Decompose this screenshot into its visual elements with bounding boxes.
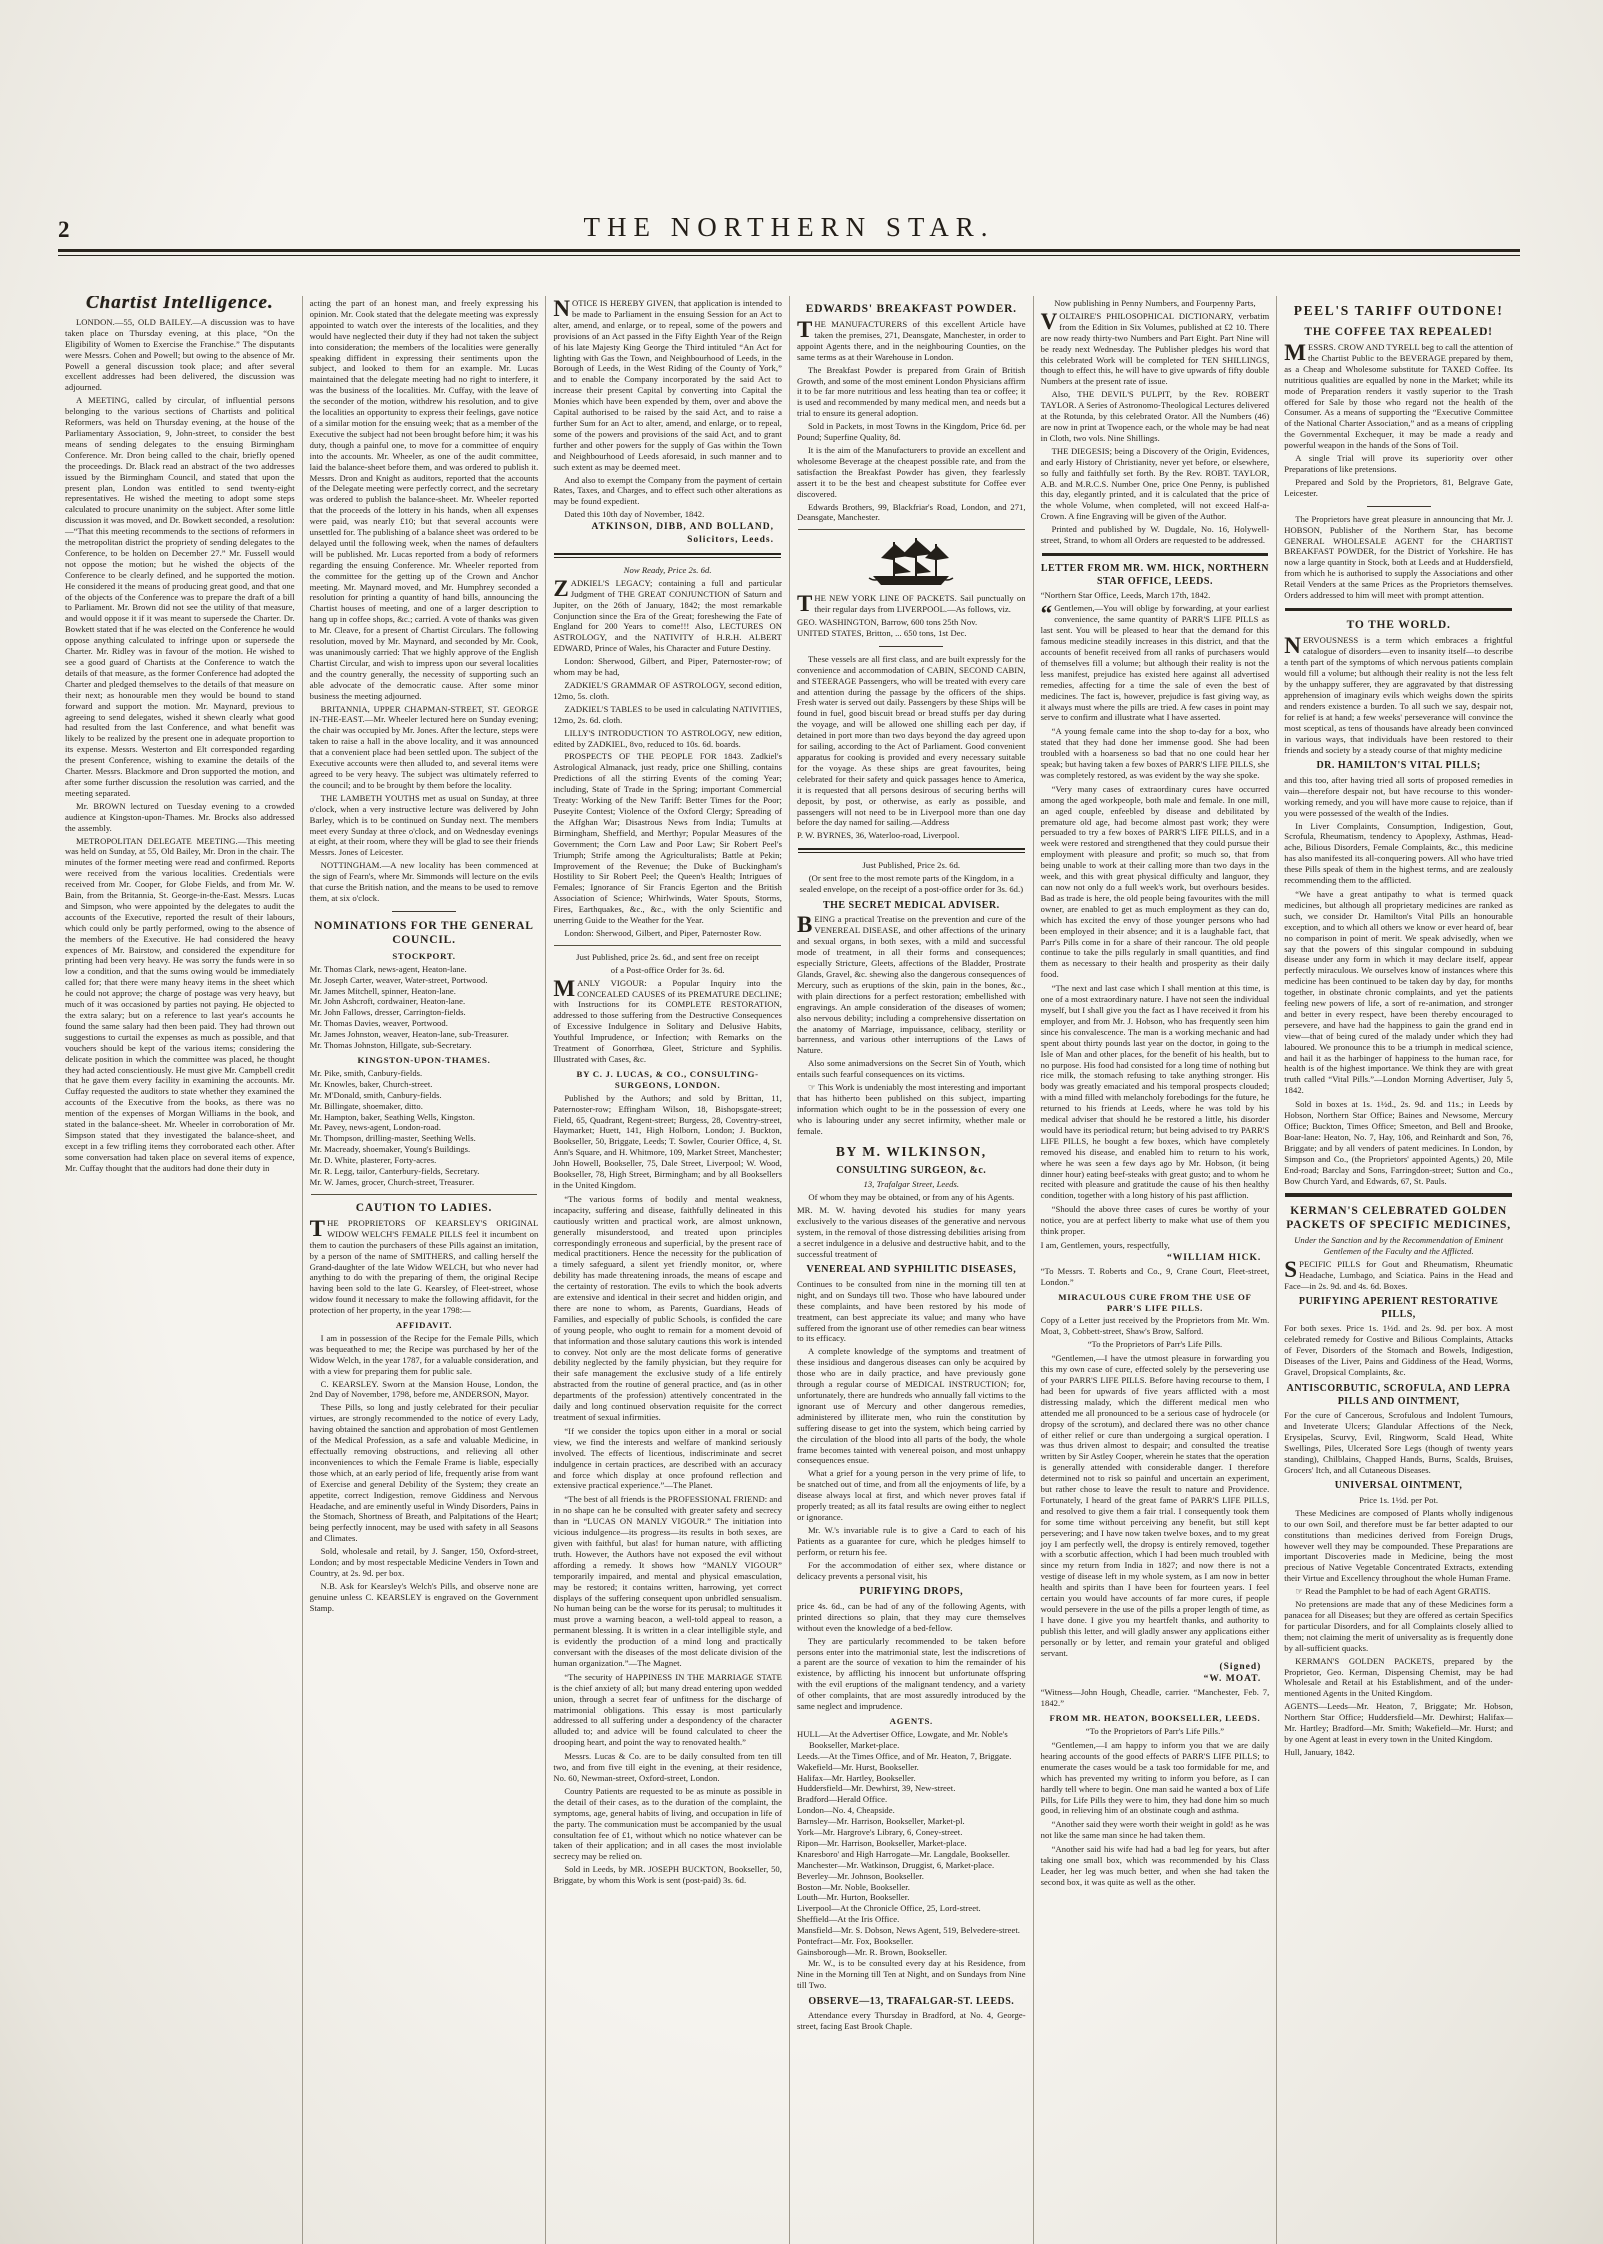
ad-paragraph: Of whom they may be obtained, or from any of his Agents.	[808, 1192, 1015, 1202]
ad-paragraph: It is the aim of the Manufacturers to provide an excellent and wholesome Beverage at the cheapest possible rate, and from the satisfaction the Breakfast Powder has given, they fearlessly assert it to be the best and cheapest substitute for Coffee ever discovered.	[796, 444, 1026, 499]
ad-paragraph: and this too, after having tried all sorts of proposed remedies in vain—therefore despair not, but have recourse to this wonder-working remedy, and you will have more cause to rejoice, than if you were possessed of the wealth of the Indies.	[1284, 774, 1513, 818]
drop-cap: V	[1040, 308, 1058, 334]
ad-paragraph: Messrs. Lucas & Co. are to be daily consulted from ten till two, and from five till eight in the evening, at their residence, No. 60, Newman-street, Oxford-street, London.	[553, 1751, 782, 1783]
ad-headline: UNIVERSAL OINTMENT,	[1334, 1480, 1463, 1492]
ad-paragraph: ZADKIEL'S LEGACY; containing a full and particular Judgment of THE GREAT CONJUNCTION of Saturn and Jupiter, on the 26th of January, 1842; the most remarkable Conjunction since the Era of the Great; foreshewing the Fate of England for 200 Years to come!!! Also, LECTURES ON ASTROLOGY, and the NATIVITY of H.R.H. ALBERT EDWARD, Prince of Wales, his Character and Future Destiny.	[553, 575, 782, 654]
ad-paragraph: Edwards Brothers, 99, Blackfriar's Road, London, and 271, Deansgate, Manchester.	[796, 501, 1026, 523]
ad-paragraph: Country Patients are requested to be as minute as possible in the detail of their cases, as to the duration of the complaint, the symptoms, age, general habits of living, and occupation in life of the party. The communication must be accompanied by the usual consultation fee of £1, without which no notice whatever can be taken of their application; and in all cases the most inviolable secrecy may be relied on.	[553, 1785, 782, 1862]
ad-address: 13, Trafalgar Street, Leeds.	[863, 1179, 960, 1190]
article-paragraph: BRITANNIA, UPPER CHAPMAN-STREET, ST. GEORGE IN-THE-EAST.—Mr. Wheeler lectured here on Sunday evening; the chair was occupied by Mr. Jones. After the lecture, steps were taken to raise a hall in the above locality, and it was announced that a convenient place had been settled upon. The subject of the Executive accounts were then alluded to, and several items were agreed to be very heavy. The subject was ultimately referred to the council; and to be brought by them before the locality.	[309, 703, 539, 790]
packet-listing: GEO. WASHINGTON, Barrow, 600 tons 25th Nov.	[796, 617, 978, 628]
review-quote: “We have a great antipathy to what is termed quack medicines, but although all proprietary medicines are ranked as such, we consider Dr. Hamilton's Vital Pills an honourable exception, and to which all others we know or ever heard of, bear no comparison in point of merit. We speak advisedly, when we say that the powers of this singular compound in subduing disease under any form in which it may declare itself, appear perfectly miraculous. We ourselves know of instances where this medicine has been continued to be taken day by day, for months together, in obstinate chronic complaints, and yet the patients feeling new powers of life, a sort of re-animation, and stronger and better in every respect, have been thereby encouraged to persevere, and have had the happiness to gain the grand end in view—that of being cured of the malady under which they had laboured. We pronounce this to be a triumph in medical science, and hail it as the harbinger of happiness to the human race, for health is of the highest importance. We think they are with great truth called “Vital Pills.”—London Morning Advertiser, July 5, 1842.	[1284, 888, 1513, 1096]
ad-headline: THE COFFEE TAX REPEALED!	[1304, 326, 1493, 338]
ad-subhead: MIRACULOUS CURE FROM THE USE OF PARR'S LIFE PILLS.	[1058, 1291, 1252, 1313]
ad-paragraph: Mr. W., is to be consulted every day at his Residence, from Nine in the Morning till Ten at Night, and on Sundays from Nine till Two.	[796, 1957, 1026, 1990]
ad-lede: (Or sent free to the most remote parts of the Kingdom, in a sealed envelope, on the receipt of a post-office order for 3s. 6d.)	[799, 873, 1024, 895]
masthead-rule	[58, 249, 1520, 256]
ad-paragraph: The Breakfast Powder is prepared from Grain of British Growth, and some of the most eminent London Physicians affirm it to be far more nutritious and less heating than tea or coffee; it is used and recommended by many medical men, and needs but a trial to ensure its general adoption.	[796, 364, 1026, 419]
list-item: Mr. John Fallows, dresser, Carrington-fields.	[309, 1007, 466, 1018]
ad-paragraph: MANLY VIGOUR: a Popular Inquiry into the CONCEALED CAUSES of its PREMATURE DECLINE; with Instructions for its COMPLETE RESTORATION, addressed to those suffering from the Destructive Consequences of Excessive Indulgence in Solitary and Delusive Habits, Youthful Imprudence, or Infection; with Remarks on the Treatment of Gonorrhœa, Gleet, Stricture and Syphilis. Illustrated with Cases, &c.	[553, 975, 782, 1064]
list-item: Mr. Knowles, baker, Church-street.	[309, 1078, 433, 1089]
divider	[798, 848, 1025, 853]
list-item: Mr. D. White, plasterer, Forty-acres.	[309, 1155, 437, 1166]
legal-notice: And also to exempt the Company from the payment of certain Rates, Taxes, and Charges, and to effect such other alterations as may be found expedient.	[553, 474, 782, 507]
list-item: Mr. Pavey, news-agent, London-road.	[309, 1122, 441, 1133]
article-paragraph: NOTTINGHAM.—A new locality has been commenced at the sign of Fearn's, where Mr. Simmonds will lecture on the evils that curse the British nation, and the means to be used to remove them, at six o'clock.	[309, 860, 539, 903]
agent-item: Liverpool—At the Chronicle Office, 25, Lord-street.	[796, 1903, 981, 1914]
ad-paragraph: ☞ Read the Pamphlet to be had of each Agent GRATIS.	[1295, 1586, 1491, 1597]
newspaper-column-6	[1276, 296, 1520, 2244]
divider	[879, 646, 943, 647]
ad-headline: DR. HAMILTON'S VITAL PILLS;	[1316, 760, 1481, 772]
article-paragraph: METROPOLITAN DELEGATE MEETING.—This meeting was held on Sunday, at 55, Old Bailey, Mr. Dron in the chair. The minutes of the former meeting were read and confirmed. Reports were received from the various localities. Credentials were received from Mr. Cooper, for Globe Fields, and from Mr. W. Bain, from the Britannia, St. George-in-the-East. Messrs. Lucas and Simpson, who were appointed by the delegates to audit the accounts of the Executive, reported the result of their labours, which could only be partly performed, owing to the absence of the members of the Executive. He had considered the heavy expences of Mr. Bairstow, and considered the expenditure for printing had been very heavy. He was sorry the funds were in so low a condition, and that the sums owing would be immediately called for; that there were many heavy items in the sheet which he could not approve; the charge of postage was very heavy, but much of it was occasioned by parties not paying. He objected to the extra salary; but on a reference to last year's accounts he found the same salary had then been paid. They had thrown out suggestions to curtail the expenses as much as possible, and that vouchers should be kept of the various items; considering the delicate position in which the committee was placed, he thought they had acted conscientiously. He must give Mr. Campbell credit that he gave them every facility in examining the accounts. Mr. Cuffay requested the auditors to state whether they examined the accounts of the Executive from the books, as there was no mention of the expenses of Morgan Williams in the book, and stated in the balance-sheet. Mr. Wheeler in corroboration of Mr. Simpson stated that they investigated the balance-sheet, and except in a few trifling items they corroborated each other. After some conversation had taken place on several items of expence, Mr. Cuffay thought that the auditors had done their duty in	[65, 835, 295, 1173]
drop-cap: Z	[553, 575, 569, 601]
ad-paragraph: Mr. W.'s invariable rule is to give a Card to each of his Patients as a guarantee for cure, which he pledges himself to perform, or return his fee.	[796, 1524, 1026, 1557]
ad-paragraph: ZADKIEL'S GRAMMAR OF ASTROLOGY, second edition, 12mo, 5s. cloth.	[553, 680, 782, 701]
newspaper-column-1	[58, 296, 302, 2244]
list-item: Mr. Thomas Davies, weaver, Portwood.	[309, 1018, 448, 1029]
drop-cap: N	[1284, 633, 1301, 659]
ad-paragraph: These Pills, so long and justly celebrated for their peculiar virtues, are strongly recommended to the notice of every Lady, having obtained the sanction and approbation of most Gentlemen of the Medical Profession, as a safe and valuable Medicine, in effectually removing obstructions, and relieving all other inconveniences to which the Female Frame is liable, especially those which, at an early period of life, frequently arise from want of Exercise and general Debility of the System; they create an appetite, correct Indigestion, remove Giddiness and Nervous Headache, and are eminently useful in Windy Disorders, Pains in the Stomach, Shortness of Breath, and Palpitations of the Heart; being perfectly innocent, may be used with safety in all Seasons and Climates.	[309, 1402, 539, 1544]
ad-paragraph: THE DIEGESIS; being a Discovery of the Origin, Evidences, and early History of Christianity, never yet before, or elsewhere, so fully and faithfully set forth. By the Rev. ROBT. TAYLOR, A.B. and M.R.C.S. Number One, price One Penny, is published this day, elegantly printed, and it is calculated that the price of the whole Volume, when completed, will not exceed Half-a-Crown. A fine Engraving will be given of the Author.	[1040, 445, 1270, 522]
article-paragraph: LONDON.—55, OLD BAILEY.—A discussion was to have taken place on Thursday evening, at this place, “On the Eligibility of Women to Exercise the Franchise.” The disputants were Messrs. Cohen and Powell; but owing to the absence of Mr. Powell a general discussion took place; and after several excellent addresses had been delivered, the discussion was adjourned.	[65, 316, 295, 393]
ad-lede: Under the Sanction and by the Recommendation of Eminent Gentlemen of the Faculty and the Afflicted.	[1294, 1234, 1504, 1256]
ad-paragraph: Sold in Packets, in most Towns in the Kingdom, Price 6d. per Pound; Superfine Quality, 8d.	[796, 421, 1026, 443]
agent-item: Sheffield—At the Iris Office.	[796, 1914, 900, 1925]
ad-paragraph: Also some animadversions on the Secret Sin of Youth, which entails such fearful consequences on its victims.	[796, 1058, 1026, 1080]
signature: “WILLIAM HICK.	[1167, 1252, 1262, 1263]
list-item: Mr. W. James, grocer, Church-street, Treasurer.	[309, 1176, 475, 1187]
ad-paragraph: THE NEW YORK LINE OF PACKETS. Sail punctually on their regular days from LIVERPOOL.—As follows, viz.	[796, 591, 1026, 617]
ad-paragraph: Sold in Leeds, by MR. JOSEPH BUCKTON, Bookseller, 50, Briggate, by whom this Work is sent (post-paid) 3s. 6d.	[553, 1864, 782, 1886]
columns-container	[58, 296, 1520, 2244]
ad-lede: Just Published, price 2s. 6d., and sent free on receipt	[576, 951, 760, 962]
ad-paragraph: Sold in boxes at 1s. 1½d., 2s. 9d. and 11s.; in Leeds by Hobson, Northern Star Office; Baines and Newsome, Mercury Office; Buckton, Times Office; Smeeton, and Bell and Brooke, Boar-lane: Heaton, No. 7, Hay, 106, and Reinhardt and Son, 76, Briggate; and by all venders of patent medicines. In London, by Simpson and Co., (the Proprietors' appointed Agents,) 20, Mile End-road; Barclay and Sons, Farringdon-street; Sutton and Co., Bow Church Yard, and Edwards, 67, St. Pauls.	[1284, 1099, 1513, 1186]
agent-item: Huddersfield—Mr. Dewhirst, 39, New-street.	[796, 1783, 956, 1794]
drop-cap: N	[553, 296, 570, 321]
ad-paragraph: Printed and published by W. Dugdale, No. 16, Holywell-street, Strand, to whom all Orders are requested to be addressed.	[1040, 524, 1270, 546]
ad-lede: of a Post-office Order for 3s. 6d.	[610, 964, 725, 975]
divider	[311, 1194, 538, 1195]
ad-paragraph: Also, THE DEVIL'S PULPIT, by the Rev. ROBERT TAYLOR. A Series of Astronomo-Theological Lectures delivered at the Rotunda, by this celebrated Orator. All the Numbers (46) are now in print at Twopence each, or the whole may be had neat in Cloth, two vols. Nine Shillings.	[1040, 389, 1270, 443]
letter-paragraph: “Witness—John Hough, Cheadle, carrier. “Manchester, Feb. 7, 1842.”	[1040, 1687, 1270, 1709]
ad-paragraph: They are particularly recommended to be taken before persons enter into the matrimonial state, lest the indiscretions of a parent are the source of vexation to him the remainder of his existence, by afflicting his innocent but unfortunate offspring with the evil eruptions of the malignant tendency, and a variety of other complaints, that are most assuredly introduced by the same neglect and imprudence.	[796, 1635, 1026, 1712]
agent-item: Gainsborough—Mr. R. Brown, Bookseller.	[796, 1947, 948, 1957]
agent-item: York—Mr. Hargrove's Library, 6, Coney-street.	[796, 1827, 963, 1838]
ad-headline: EDWARDS' BREAKFAST POWDER.	[805, 303, 1017, 315]
ad-paragraph: What a grief for a young person in the very prime of life, to be snatched out of time, and from all the enjoyments of life, by a disease always local at first, and which never proves fatal if properly treated; as all its fatal results are owing either to neglect or ignorance.	[796, 1468, 1026, 1522]
ad-paragraph: NERVOUSNESS is a term which embraces a frightful catalogue of disorders—even to insanity itself—to describe a tenth part of the symptoms of which nervous patients complain would fill a volume; but although their reality is not the less felt by the unhappy sufferer, they are aggravated by that distressing apprehension of imaginary evils which weighs down the spirits and renders existence a burden. To all such we say, despair not, for relief is at hand; a few weeks' perseverance will convince the most sceptical, as tens of thousands have already been convinced in various ways, that individuals have been restored to their friends and society by a steady course of that mighty medicine	[1284, 633, 1513, 755]
article-paragraph: acting the part of an honest man, and freely expressing his opinion. Mr. Cook stated that the delegate meeting was expressly appointed to watch over the interests of the localities, and they would have neglected their duty if they had not taken the subject into consideration; the members of the localities were generally speaking diffident in expressing their sentiments upon the subject, and looked to them for an example. Mr. Lucas maintained that the delegate meeting had no right to interfere, it was the business of the localities. Mr. Cuffay, with the leave of the seconder of the motion, withdrew his resolution, and to give the localities an opportunity to express their feelings, gave notice of a similar motion for the ensuing week; that as a member of the Executive the subject had not been brought before him; it was his duty, though a painful one, to move for a committee of enquiry into the accounts. Mr. Wheeler, as one of the audit committee, laid the balance-sheet before them, and was ordered to publish it. Messrs. Dron and Knight as auditors, reported that the accounts of the Delegate meeting were perfectly correct, and the secretary was ordered to publish the balance-sheet. Mr. Wheeler reported that the proceeds of the lottery in his hands, when all expenses were paid, was nearly £10; but that several accounts were unsettled for. The publishing of a balance sheet was ordered to be delayed until the following week, when the names of defaulters will be published. Mr. Lucas reported from a body of reformers regarding the ensuing Conference. Mr. Wheeler reported from the committee for the getting up of the Crown and Anchor meeting. Mr. Maynard moved, and Mr. Humphrey seconded a resolution for printing a quantity of hand bills, announcing the Chartist houses of meeting, and one of a larger description to hang up in coffee shops, &c.; carried. A vote of thanks was given to Mr. Cleave, for a present of Chartist Circulars. The following resolution, moved by Mr. Maynard, and seconded by Mr. Cook, was unanimously carried: That we highly approve of the English Chartist Circular, and wish to impress upon our several localities and the country generally, the necessity of supporting such an able advocate of the democratic cause. After some minor business the meeting adjourned.	[309, 298, 539, 701]
drop-cap: T	[309, 1215, 326, 1241]
ad-paragraph: The Proprietors have great pleasure in announcing that Mr. J. HOBSON, Publisher of the Northern Star, has become GENERAL WHOLESALE AGENT for the CHARTIST BREAKFAST POWDER, for the District of Yorkshire. He has now a large quantity in Stock, both at Leeds and at Huddersfield, from which he is authorised to supply the Associations and other Retail Venders at the same Prices as the Proprietors themselves. Orders addressed to him will meet with prompt attention.	[1284, 513, 1513, 601]
agent-item: HULL—At the Advertiser Office, Lowgate, and Mr. Noble's Bookseller, Market-place.	[796, 1728, 1008, 1750]
letter-paragraph: “A young female came into the shop to-day for a box, who stated that they had done her immense good. She had been troubled with a hoarseness so bad that no one could hear her speak; but having taken a few boxes of PARR'S LIFE PILLS, she was completely restored, as was evident by the way she spoke.	[1040, 726, 1270, 780]
list-item: Mr. Thomas Johnston, Hillgate, sub-Secretary.	[309, 1040, 472, 1051]
ad-paragraph: Published by the Authors; and sold by Brittan, 11, Paternoster-row; Effingham Wilson, 18, Bishopsgate-street; Field, 65, Quadrant, Regent-street; Burgess, 28, Coventry-street, Haymarket; Huett, 141, High Holborn, London; J. Buckton, Bookseller, 50, Briggate, Leeds; T. Sowler, Courier Office, 4, St. Ann's Square, and H. Whitmore, 109, Market Street, Manchester; John Howell, Bookseller, 75, Dale Street, Liverpool; W. Wood, Bookseller, 78, High Street, Birmingham; and by all Booksellers in the United Kingdom.	[553, 1092, 782, 1190]
letter-paragraph: I am, Gentlemen, yours, respectfully,	[1040, 1240, 1170, 1250]
letter-paragraph: “Gentlemen,—I am happy to inform you that we are daily hearing accounts of the good effects of PARR'S LIFE PILLS; to enumerate the cases would be a task too formidable for me, and which has prevented my writing to inform you before, as I can hardly tell where to begin. One man said he wanted a box of Life Pills, for Life Pills they were to him, they had done him so much good, in relieving him of an obstinate cough and asthma.	[1040, 1739, 1270, 1816]
review-quote: “The best of all friends is the PROFESSIONAL FRIEND: and in no shape can he be consulted with greater safety and secrecy than in “LUCAS ON MANLY VIGOUR.” The initiation into vicious indulgence—its progress—its results in both sexes, are given with faithful, but alas! for human nature, with afflicting truth. However, the Authors have not exposed the evil without affording a remedy. It shows how “MANLY VIGOUR” temporarily impaired, and mental and physical emasculation, may be restored; it contains written, harrowing, yet correct displays of the suffering consequent upon unbridled sensualism. No human being can be the worse for its perusal; to multitudes it must prove a warning beacon, a well-told appeal to reason, a permanent blessing. It is written in a clear intelligible style, and is evidently the production of a mind long and practically conversant with the diseases of the most delicate division of the human organization.”—The Magnet.	[553, 1494, 782, 1668]
list-item: Mr. Billingate, shoemaker, ditto.	[309, 1100, 423, 1111]
ad-headline: KERMAN'S CELEBRATED GOLDEN PACKETS OF SPECIFIC MEDICINES,	[1286, 1204, 1511, 1231]
ad-paragraph: A complete knowledge of the symptoms and treatment of these insidious and dangerous diseases can only be acquired by those who are in daily practice, and have previously gone through a regular course of MEDICAL INSTRUCTION; for, unfortunately, there are hundreds who annually fall victims to the ignorant use of Mercury and other dangerous remedies, administered by illiterate men, who ruin the constitution by suffering disease to get into the system, which being carried by the circulation of the blood into all parts of the body, the whole frame becomes tainted with venereal poison, and most unhappy consequences ensue.	[796, 1346, 1026, 1466]
ad-paragraph: P. W. BYRNES, 36, Waterloo-road, Liverpool.	[796, 830, 960, 841]
letter-paragraph: “Another said his wife had had a bad leg for years, but after taking one small box, which was recommended by his Class Leader, her leg was much better, and when she had taken the second box, it was quite as well as the other.	[1040, 1844, 1270, 1887]
ad-subhead: AGENTS.	[889, 1715, 933, 1726]
agent-item: Ripon—Mr. Harrison, Bookseller, Market-place.	[796, 1837, 967, 1848]
list-item: Mr. R. Legg, tailor, Canterbury-fields, Secretary.	[309, 1166, 480, 1177]
list-item: Mr. James Johnston, weaver, Heaton-lane, sub-Treasurer.	[309, 1029, 509, 1040]
drop-cap: S	[1284, 1256, 1298, 1282]
divider	[798, 529, 1025, 530]
ad-paragraph: VOLTAIRE'S PHILOSOPHICAL DICTIONARY, verbatim from the Edition in Six Volumes, published at £2 10. There are now ready thirty-two Numbers and Part Eight. Part Nine will be ready next Wednesday. The Publisher pledges his word that this celebrated Work will be completed for TEN SHILLINGS, though to effect this, he will have to give upwards of fifty double Numbers at the present rate of issue.	[1040, 308, 1270, 387]
packet-listing: UNITED STATES, Britton, ... 650 tons, 1st Dec.	[796, 627, 967, 638]
letter-paragraph: “The next and last case which I shall mention at this time, is one of a most extraordinary nature. I have not seen the individual myself, but I shall give you the fact as I have received it from his employer, and from Mr. J. Hobson, who has frequently seen him since his convalescence. The man is a working mechanic and had spent about thirty pounds last year on the doctor, in going to the Isle of Man and other places, for the benefit of his health, but to no purpose. His food had consisted for a long time of nothing but rice milk, the stomach refusing to take anything stronger. His body was greatly emaciated and his temporal prospects clouded; with a mind filled with melancholy forebodings for the future, he returned to his friends at Leeds, where he was told by his medical adviser that should he be restored a little, his disorder would have its periodical return; but being advised to try PARR'S LIFE PILLS, he bought a few boxes, which have completely removed his disease, and enabled him to return to his work, where he was seen a few days ago by Mr. Hobson, (it being dinner hour) eating beef-steaks with great gusto; and to whom he recited with pleasure and gratitude the cause of his then healthy condition, together with a long history of his past affliction.	[1040, 983, 1270, 1201]
signature: (Signed)	[1219, 1661, 1262, 1672]
list-item: Mr. Hampton, baker, Seathing Wells, Kingston.	[309, 1111, 475, 1122]
divider	[1285, 1193, 1512, 1197]
list-item: Mr. Joseph Carter, weaver, Water-street, Portwood.	[309, 974, 488, 985]
newspaper-column-5	[1033, 296, 1277, 2244]
agent-item: Boston—Mr. Noble, Bookseller.	[796, 1881, 910, 1892]
ad-subhead: FROM MR. HEATON, BOOKSELLER, LEEDS.	[1049, 1713, 1261, 1724]
legal-notice: Dated this 10th day of November, 1842.	[564, 509, 705, 520]
agent-item: Wakefield—Mr. Hurst, Bookseller.	[796, 1761, 919, 1772]
drop-cap: “	[1040, 601, 1053, 627]
ad-headline: PEEL'S TARIFF OUTDONE!	[1293, 303, 1504, 318]
ad-paragraph: Sold, wholesale and retail, by J. Sanger, 150, Oxford-street, London; and by most respectable Medicine Venders in Town and Country, at 2s. 9d. per box.	[309, 1546, 539, 1578]
divider	[554, 553, 781, 558]
ad-paragraph: In Liver Complaints, Consumption, Indigestion, Gout, Scrofula, Rheumatism, tendency to Apoplexy, Asthmas, Head-ache, Bilious Disorders, Female Complaints, &c., this medicine has also manifested its all-conquering powers. All who have tried these Pills speak of them in the highest terms, and are zealously recommending them to the afflicted.	[1284, 820, 1513, 886]
letter-salutation: “To the Proprietors of Parr's Life Pills.”	[1085, 1726, 1225, 1737]
agent-item: Beverley—Mr. Johnson, Bookseller.	[796, 1870, 924, 1881]
article-headline: NOMINATIONS FOR THE GENERAL COUNCIL.	[314, 919, 534, 946]
letter-paragraph: “To Messrs. T. Roberts and Co., 9, Crane Court, Fleet-street, London.”	[1040, 1265, 1270, 1287]
ad-headline: CAUTION TO LADIES.	[355, 1201, 493, 1214]
article-subhead: STOCKPORT.	[392, 950, 456, 961]
ad-paragraph: For both sexes. Price 1s. 1½d. and 2s. 9d. per box. A most celebrated remedy for Costive and Bilious Complaints, Attacks of Fever, Disorders of the Stomach and Bowels, Indigestion, Diseases of the Liver, Pains and Giddiness of the Head, Worms, Gravel, Dropsical Complaints, &c.	[1284, 1323, 1513, 1378]
ad-paragraph: MESSRS. CROW AND TYRELL beg to call the attention of the Chartist Public to the BEVERAGE prepared by them, as a Cheap and Wholesome substitute for TAXED Coffee. Its nutritious qualities are equalled by none in the Market; while its mode of Preparation renders it vastly superior to the Trash offered for Sale by those who regard not the health of the Consumer. As a means of supporting the “Executive Committee of the National Charter Association,” and as a means of crippling the Governmental Exchequer, it may be made a ready and powerful weapon in the hands of the Sons of Toil.	[1284, 340, 1513, 451]
agent-item: Mansfield—Mr. S. Dobson, News Agent, 519, Belvedere-street.	[796, 1925, 1020, 1936]
review-quote: “The various forms of bodily and mental weakness, incapacity, suffering and disease, faithfully delineated in this cautiously written and practical work, are almost unknown, generally misunderstood, and treated upon principles correspondingly erroneous and superficial, by the present race of medical practitioners. Hence the necessity for the publication of a timely safeguard, a silent yet friendly monitor, or, where debility has made threatening inroads, the means of escape and the certainty of restoration. The evils to which the book adverts are extensive and identical in their secret and hidden origin, and there are none to whom, as Parents, Guardians, Heads of Families, and especially of public Schools, is confided the care of young people, who ought to remain for a moment devoid of that information and those salutary cautions this work is intended to convey. Not only are the most delicate forms of generative debility neglected by the family physician, but they require for their safe management the exclusive study of a life entirely abstracted from the routine of general practice, and (as in other departments of the profession) attentively concentrated in the daily and long continued observation requisite for the correct treatment of sexual infirmities.	[553, 1193, 782, 1422]
agent-item: Leeds.—At the Times Office, and of Mr. Heaton, 7, Briggate.	[796, 1750, 1012, 1761]
list-item: Mr. Macready, shoemaker, Young's Buildings.	[309, 1144, 471, 1155]
ad-paragraph: N.B. Ask for Kearsley's Welch's Pills, and observe none are genuine unless C. KEARSLEY is engraved on the Government Stamp.	[309, 1580, 539, 1613]
ad-headline: LETTER FROM MR. WM. HICK, NORTHERN STAR OFFICE, LEEDS.	[1040, 563, 1270, 587]
ad-paragraph: SPECIFIC PILLS for Gout and Rheumatism, Rheumatic Headache, Lumbago, and Sciatica. Pains in the Head and Face—in 2s. 9d. and 4s. 6d. Boxes.	[1284, 1256, 1513, 1291]
legal-notice: NOTICE IS HEREBY GIVEN, that application is intended to be made to Parliament in the ensuing Session for an Act to alter, amend, and enlarge, or to repeal, some of the powers and provisions of an Act passed in the Fifty Eighth Year of the Reign of his late Majesty King George the Third intituled “An Act for lighting with Gas the Town, and Neighbourhood of Leeds, in the Borough of Leeds, in the West Riding of the County of York,” and to enable the Company incorporated by the said Act to increase their present Capital by converting into Capital the Monies which have been expended by them, over and above the Capital authorised to be raised by the said Act, and to raise a further Sum for an Act to alter, amend, and enlarge, or to repeal, some of the powers and provisions of the said Act, and to grant further and other powers for the supply of Gas within the Town and Neighbourhood of Leeds aforesaid, in such manner and to such extent as may be deemed meet.	[553, 296, 782, 472]
ad-headline: PURIFYING DROPS,	[859, 1586, 964, 1598]
list-item: Mr. Pike, smith, Canbury-fields.	[309, 1067, 423, 1078]
ad-subhead: AFFIDAVIT.	[395, 1320, 453, 1331]
ad-headline: OBSERVE—13, TRAFALGAR-ST. LEEDS.	[808, 1995, 1015, 2007]
ad-paragraph: price 4s. 6d., can be had of any of the following Agents, with printed directions so plain, that they may cure themselves without even the knowledge of a bed-fellow.	[796, 1600, 1026, 1633]
agent-item: Louth—Mr. Hurton, Bookseller.	[796, 1892, 910, 1903]
agent-item: Manchester—Mr. Watkinson, Druggist, 6, Market-place.	[796, 1859, 995, 1870]
ad-paragraph: Copy of a Letter just received by the Proprietors from Mr. Wm. Moat, 3, Cobbett-street, Shaw's Brow, Salford.	[1040, 1315, 1270, 1337]
letter-paragraph: “Should the above three cases of cures be worthy of your notice, you are at perfect liberty to make what use of them you think proper.	[1040, 1204, 1270, 1237]
divider	[1042, 553, 1269, 557]
drop-cap: M	[1284, 340, 1307, 365]
list-item: Mr. James Mitchell, spinner, Heaton-lane.	[309, 985, 456, 996]
ad-paragraph: These vessels are all first class, and are built expressly for the convenience and accommodation of CABIN, SECOND CABIN, and STEERAGE Passengers, who will be treated with every care and attention during the passage by the officers of the ships. Fresh water is served out daily. Passengers by these Ships will be found in fuel, good biscuit bread or bread stuffs per day during the voyage, and will be allowed one shilling each per day, if detained in port more than two days beyond the day agreed upon for sailing, according to the Act of Parliament. Good convenient apparatus for cooking is provided and every necessary suitable for the voyage. As these ships are great favourites, being celebrated for their safety and quick passages hence to America, it is requested that all persons desirous of securing berths will deposit, by post, or otherwise, as early as possible, and passengers will not need to be in Liverpool more than one day before the day named for sailing.—Address	[796, 653, 1026, 828]
ad-paragraph: ☞ This Work is undeniably the most interesting and important that has hitherto been published on this subject, imparting information which ought to be in the possession of every one who is labouring under any secret infirmity, whether male or female.	[796, 1082, 1026, 1136]
ad-paragraph: ZADKIEL'S TABLES to be used in calculating NATIVITIES, 12mo, 2s. 6d. cloth.	[553, 703, 782, 725]
article-subhead: KINGSTON-UPON-THAMES.	[357, 1055, 491, 1065]
section-title-chartist-intelligence: Chartist Intelligence.	[85, 296, 274, 313]
ad-price: Price 1s. 1½d. per Pot.	[1359, 1494, 1439, 1505]
letter-dateline: Hull, January, 1842.	[1284, 1746, 1355, 1757]
masthead	[58, 212, 1520, 256]
ad-paragraph: PROSPECTS OF THE PEOPLE FOR 1843. Zadkiel's Astrological Almanack, just ready, price one Shilling, contains Predictions of all the stirring Events of the coming Year; including, State of Trade in the Spring; important Commercial Treaty: Working of the New Tariff: Better Times for the Poor; Puseyite Contest; Violence of the Oxford Clergy; Spreading of the Affghan War; Disastrous News from India; Tumults at Birmingham, Sheffield, and Merthyr; Popular Measures of the Government; the Corn Law and Poor Law; Sir Robert Peel's Triumph; Strife among the Agriculturalists; Battle at Pekin; Improvement of the Revenue; the Duke of Buckingham's Hostility to Sir Robert Peel; the Queen's Health; Intrigues of Females; Ignorance of Sir Francis Egerton and the British Association of Science; Whirlwinds, Water Spouts, Storms, Fires, Earthquakes, &c., &c., with the only Scientific and unerring Guide to the Weather for the Year.	[553, 751, 782, 926]
ad-lede: Now Ready, Price 2s. 6d.	[623, 564, 712, 575]
agent-item: Halifax—Mr. Hartley, Bookseller.	[796, 1772, 916, 1783]
ad-paragraph: For the cure of Cancerous, Scrofulous and Indolent Tumours, and Inveterate Ulcers; Glandular Affections of the Neck, Erysipelas, Scurvy, Evil, Ringworm, Scald Head, White Swellings, Piles, Ulcerated Sore Legs (though of twenty years standing), Chilblains, Chapped Hands, Burns, Scalds, Bruises, Grocers' Itch, and all Cutaneous Diseases.	[1284, 1410, 1513, 1475]
ad-lede: Just Published, Price 2s. 6d.	[862, 860, 961, 871]
signature: ATKINSON, DIBB, AND BOLLAND,	[591, 522, 774, 533]
letter-paragraph: “ Gentlemen,—You will oblige by forwarding, at your earliest convenience, the same quantity of PARR'S LIFE PILLS as last sent. You will be pleased to hear that the demand for this famous medicine steadily increases in this district, and that the accounts of benefit received from all ranks of purchasers would of themselves fill a volume; but although their reality is not the less manifest, prejudice has existed here against all advertised remedies, affecting for a time the sale of even the best of medicines. The fact is, however, prejudice is fast giving way, as it always must where the pills are tried. A few cases in point may serve to confirm and illustrate what I have asserted.	[1040, 601, 1270, 723]
ad-byline: CONSULTING SURGEON, &c.	[836, 1164, 987, 1176]
article-paragraph: THE LAMBETH YOUTHS met as usual on Sunday, at three o'clock, when a very instructive lecture was delivered by John Barley, which is to be continued on Sunday next. The members meet every Sunday at three o'clock, and on Wednesday evenings at eight, at their room, where they will be glad to see their friends Messrs. Jones of Leicester.	[309, 792, 539, 858]
list-item: Mr. Thomas Clark, news-agent, Heaton-lane.	[309, 963, 467, 974]
page-number: 2	[58, 217, 70, 242]
review-quote: “If we consider the topics upon either in a moral or social view, we find the interests and welfare of mankind seriously involved. The effects of licentious, indiscriminate and secret indulgence in certain practices, are described with an accuracy and force which display at once profound reflection and extensive practical experience.”—The Planet.	[553, 1425, 782, 1491]
ad-paragraph: THE PROPRIETORS OF KEARSLEY'S ORIGINAL WIDOW WELCH'S FEMALE PILLS feel it incumbent on them to caution the purchasers of these Pills against an imitation, by a person of the name of SMITHERS, and calling herself the Grand-daughter of the late Widow WELCH, but who never had anything to do with the preparing of them, the original Recipe having been sold to the late G. Kearsley, of Fleet-street, whose widow found it necessary to make the following affidavit, for the protection of her property, in the year 1798:—	[309, 1215, 539, 1316]
ship-engraving-icon	[797, 536, 1026, 591]
ad-paragraph: LILLY'S INTRODUCTION TO ASTROLOGY, new edition, edited by ZADKIEL, 8vo, reduced to 10s. 6d. boards.	[553, 727, 782, 749]
agent-item: Knaresboro' and High Harrogate—Mr. Langdale, Bookseller.	[796, 1848, 1010, 1859]
newspaper-title: THE NORTHERN STAR.	[583, 212, 995, 242]
divider	[1285, 608, 1512, 612]
ad-paragraph: THE MANUFACTURERS of this excellent Article have taken the premises, 271, Deansgate, Manchester, in order to appoint Agents there, and in the neighbouring Counties, on the same terms as at their Warehouse in London.	[796, 317, 1026, 362]
article-paragraph: Mr. BROWN lectured on Tuesday evening to a crowded audience at Kingston-upon-Thames. Mr. Brocks also addressed the assembly.	[65, 800, 295, 833]
divider	[554, 945, 781, 946]
ad-paragraph: I am in possession of the Recipe for the Female Pills, which was bequeathed to me; the Recipe was purchased by her of the Widow Welch, in the year 1787, for a valuable consideration, and with a view for preparing them for public sale.	[309, 1332, 539, 1376]
ad-paragraph: For the accommodation of either sex, where distance or delicacy prevents a personal visit, his	[796, 1559, 1026, 1581]
ad-byline: BY M. WILKINSON,	[835, 1143, 987, 1159]
ad-headline: THE SECRET MEDICAL ADVISER.	[822, 899, 1000, 911]
drop-cap: T	[796, 591, 813, 617]
ad-paragraph: A single Trial will prove its superiority over other Preparations of like pretensions.	[1284, 453, 1513, 474]
drop-cap: T	[796, 317, 813, 342]
ad-paragraph: C. KEARSLEY. Sworn at the Mansion House, London, the 2nd Day of November, 1798, before me, ANDERSON, Mayor.	[309, 1378, 539, 1400]
ad-byline: BY C. J. LUCAS, & CO., CONSULTING-SURGEONS, LONDON.	[576, 1068, 759, 1090]
ad-paragraph: KERMAN'S GOLDEN PACKETS, prepared by the Proprietor, Geo. Kerman, Dispensing Chemist, may be had Wholesale and Retail at his Establishment, and of the under-mentioned Agents in the United Kingdom.	[1284, 1655, 1513, 1699]
newspaper-column-4	[789, 296, 1033, 2244]
ad-lede: Now publishing in Penny Numbers, and Fourpenny Parts,	[1054, 298, 1256, 308]
agent-item: Bradford—Herald Office.	[796, 1794, 888, 1805]
drop-cap: M	[553, 975, 576, 1001]
ad-paragraph: Continues to be consulted from nine in the morning till ten at night, and on Sundays till two. Those who have laboured under these complaints, and have been restored by his mode of treatment, can best appreciate its value; and many who have suffered from the ignorant use of other remedies can bear witness to its efficacy.	[796, 1278, 1026, 1344]
ad-paragraph: Prepared and Sold by the Proprietors, 81, Belgrave Gate, Leicester.	[1284, 476, 1513, 498]
list-item: Mr. M'Donald, smith, Canbury-fields.	[309, 1089, 442, 1100]
divider	[1367, 506, 1431, 507]
ad-headline: TO THE WORLD.	[1346, 619, 1451, 632]
ad-headline: VENEREAL AND SYPHILITIC DISEASES,	[806, 1264, 1017, 1276]
signature: Solicitors, Leeds.	[687, 535, 774, 546]
ad-paragraph: No pretensions are made that any of these Medicines form a panacea for all Diseases; but they are offered as certain Specifics for particular Disorders, and for all Complaints closely allied to them; not claiming the merit of universality as is frequently done by all-sufficient quacks.	[1284, 1599, 1513, 1653]
divider	[392, 911, 456, 912]
agent-item: Barnsley—Mr. Harrison, Bookseller, Market-pl.	[796, 1816, 965, 1827]
signature: “W. MOAT.	[1203, 1674, 1262, 1685]
letter-salutation: “To the Proprietors of Parr's Life Pills.	[1087, 1339, 1223, 1350]
letter-paragraph: “Gentlemen,—I have the utmost pleasure in forwarding you this my own case of cure, effected solely by the persevering use of your PARR'S LIFE PILLS. Before having recourse to them, I had been for upwards of five years afflicted with a most distressing malady, which the different medical men who attended me all pronounced to be a serious case of hydrocele (or dropsy of the scrotum), and declared there was no other chance of either relief or cure than undergoing a surgical operation. I was thus driven almost to despair; and consulted the treatise written by Sir Astley Cooper, wherein he states that the operation is generally attended with considerable danger. I therefore determined not to risk so painful and uncertain an experiment, but rather chose to leave the result to nature and Providence. Fortunately, I heard of the great fame of PARR'S LIFE PILLS, and resolved to give them a fair trial. I consequently took them for some time without perceiving any benefit, but still kept persevering; and I have now taken twelve boxes, and to my great joy I am perfectly well, the dropsy is entirely removed, together with a scorbutic affection, which I had been much troubled with since my return from India in 1827; and now there is not a vestige of disease left in my whole system, as I am now in better health and spirits than I have been for fourteen years. I feel certain you would have accounts of far more cures, if people would persevere in the use of the pills a proper length of time, as I have done. I give you my heartfelt thanks, and authority to publish this letter, and will gladly answer any applications either personally or by letter, and remain your grateful and obliged servant.	[1040, 1353, 1270, 1658]
ad-paragraph: BEING a practical Treatise on the prevention and cure of the VENEREAL DISEASE, and other affections of the urinary and sexual organs, in both sexes, with a mild and successful mode of treatment, in all their forms and consequences; especially Stricture, Gleets, affections of the Bladder, Prostrate Glands, Gravel, &c. shewing also the dangerous consequences of Mercury, such as eruptions of the skin, pain in the bones, &c., with plain directions for a perfect restoration; embellished with engravings. An ample consideration of the diseases of women; also nervous debility; including a comprehensive dissertation on the anatomy of Marriage, impuissance, celibacy, sterility or barrenness, and various other interruptions of the Laws of Nature.	[796, 912, 1026, 1056]
agent-item: Pontefract—Mr. Fox, Bookseller.	[796, 1936, 914, 1947]
agent-item: London—No. 4, Cheapside.	[796, 1805, 895, 1816]
drop-cap: B	[796, 912, 813, 938]
letter-paragraph: “Another said they were worth their weight in gold! as he was not like the same man since he had taken them.	[1040, 1819, 1270, 1841]
newspaper-column-3	[545, 296, 789, 2244]
agent-item: AGENTS—Leeds—Mr. Heaton, 7, Briggate; Mr. Hobson, Northern Star Office; Huddersfield—Mr. Dewhirst; Halifax—Mr. Hartley; Bradford—Mr. Smith; Wakefield—Mr. Hurst; and by one Agent at least in every town in the United Kingdom.	[1284, 1701, 1513, 1744]
newspaper-column-2	[302, 296, 546, 2244]
list-item: Mr. John Ashcroft, cordwainer, Heaton-lane.	[309, 996, 466, 1007]
ad-paragraph: Attendance every Thursday in Bradford, at No. 4, George-street, facing East Brook Chaple.	[796, 2010, 1026, 2032]
letter-dateline: “Northern Star Office, Leeds, March 17th, 1842.	[1040, 590, 1211, 601]
ad-paragraph: MR. M. W. having devoted his studies for many years exclusively to the various diseases of the generative and nervous system, in the removal of those distressing debilities arising from a secret indulgence in a delusive and destructive habit, and to the successful treatment of	[796, 1204, 1026, 1259]
ad-paragraph: London: Sherwood, Gilbert, and Piper, Paternoster-row; of whom may be had,	[553, 656, 782, 678]
ad-paragraph: These Medicines are composed of Plants wholly indigenous to our own Soil, and therefore must be far better adapted to our constitutions than medicines derived from Foreign Drugs, however well they may be compounded. These Preparations are important Discoveries made in Medicine, being the most precious of Native Vegetable Concentrated Extracts, extending their Virtue and Excellency throughout the whole Human Frame.	[1284, 1507, 1513, 1584]
ad-headline: ANTISCORBUTIC, SCROFULA, AND LEPRA PILLS AND OINTMENT,	[1286, 1383, 1511, 1407]
article-paragraph: A MEETING, called by circular, of influential persons belonging to the various sections of Chartists and political Reformers, was held on Thursday evening, at the house of the Parliamentary Association, 9, John-street, to consider the best means of sending delegates to the ensuing Birmingham Conference. Mr. Dron being called to the chair, briefly opened the proceedings. Dr. Black read an abstract of the two addresses issued by the Birmingham Council, and stated that upon the present plan, London was entitled to send twenty-eight representatives. He wished the meeting to adopt some steps calculated to procure unanimity on the subject. After some little discussion it was moved, and Dr. Bowkett seconded, a resolution:—“That this meeting recommends to the sections of reformers in the metropolitan district the propriety of sending delegates to the Conference, to be holden on December 27.” Mr. Fussell would not oppose the motion; but he wished the objects of the Conference to be clearly defined, and he supported the motion. He considered it the means of producing great good, and that one of the objects of the Conference was to prepare the draft of a bill to Parliament. Mr. Brown did not see the utility of that measure, and would oppose it if it was meant to supersede the Charter. Dr. Bowkett stated that if he was elected on the Conference he would oppose anything calculated to infringe upon or supersede the Charter. Mr. Ridley was in favour of the motion. He wished to see a good guard of Chartists at the Conference to watch the details of that measure, as the former Conference had adopted the Charter and pledged themselves to the details of that measure on their next; as honourable men they would be bound to stand forward and support the motion. Mr. Maynard, previous to agreeing to send delegates, wished it shewn clearly what good had resulted from the last Conference, and what benefit was likely to be realized by the present one in adequate proportion to its expense. Messrs. Westerton and Elt corresponded regarding the present Conference, wishing to examine the details of the Charter. Messrs. Blackmore and Dron supported the motion, and after some further discussion the resolution was carried, and the meeting separated.	[65, 395, 295, 798]
ad-paragraph: London: Sherwood, Gilbert, and Piper, Paternoster Row.	[564, 927, 762, 938]
review-quote: “The security of HAPPINESS IN THE MARRIAGE STATE is the chief anxiety of all; but many dread entering upon wedded union, through a secret fear of unfitness for the discharge of matrimonial obligations. This essay is most particularly addressed to all suffering under a despondency of the character alluded to; and advice will be found calculated to cheer the drooping heart, and point the way to renovated health.”	[553, 1671, 782, 1748]
letter-paragraph: “Very many cases of extraordinary cures have occurred among the aged workpeople, both male and female. In one mill, an aged couple, enfeebled by disease and debilitated by premature old age, had become almost past work; they were persuaded to try a few boxes of PARR'S LIFE PILLS, and in a week were restored and strengthened that they could pursue their employment with pleasure and profit; so much so, that from being unable to work at their calling more than two days in the week, and this with great physical difficulty and languor, they can now not only do a full week's work, but overhours besides. Bad as trade is here, the old people being favourites with the mill owner, are enabled to get as much employment as they can do, which has excited the envy of those younger persons who had been employed in their absence; and it is a laughable fact, that Parr's Pills come in for a share of their rancour. The old people continue to take the pills regularly in small quantities, and find them as necessary to their health and prosperity as their daily food.	[1040, 783, 1270, 980]
list-item: Mr. Thompson, drilling-master, Seething Wells.	[309, 1133, 476, 1144]
ad-headline: PURIFYING APERIENT RESTORATIVE PILLS,	[1298, 1296, 1499, 1320]
